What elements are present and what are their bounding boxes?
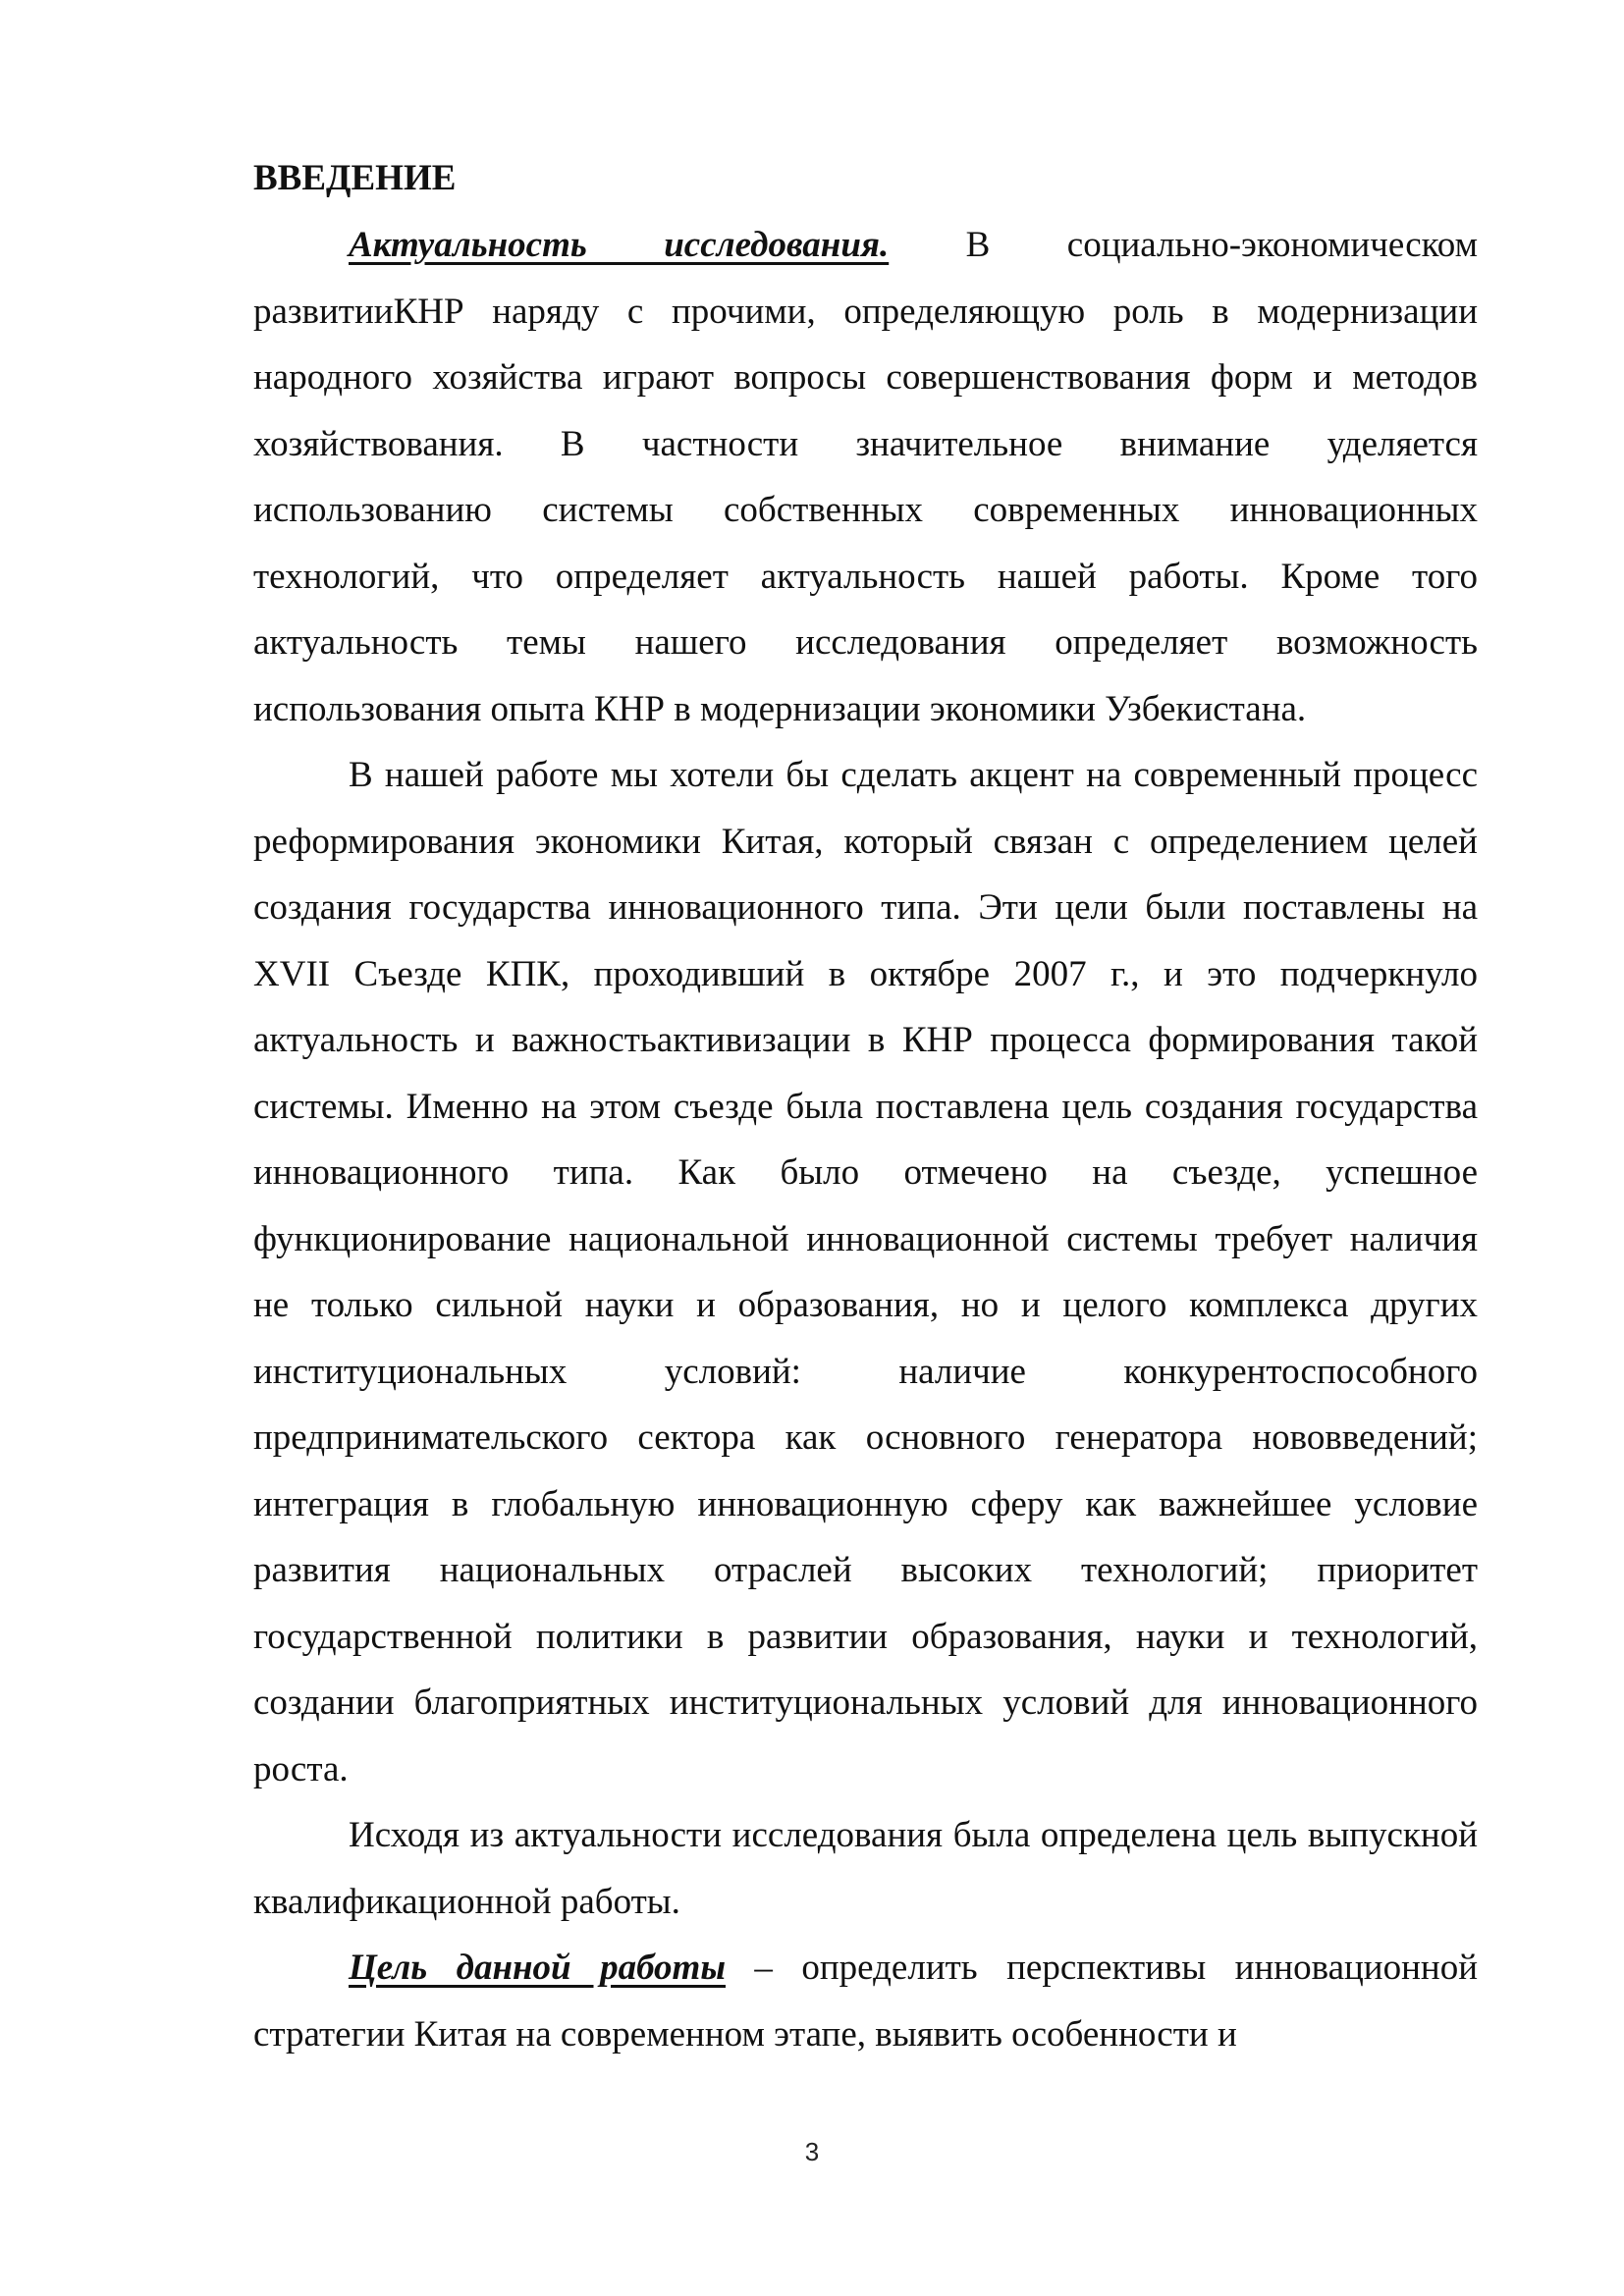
relevance-text: В социально-экономическом развитииКНР наряду с прочими, определяющую роль в модернизации народного хозяйства играют вопросы совершенствования форм и методов хозяйствования. В частности значительное внимание уделяется использованию системы собственных современных инновационных технологий, что определяет актуальность нашей работы. Кроме того актуальность темы нашего исследования определяет возможность использования опыта КНР в модернизации экономики Узбекистана. — [253, 225, 1478, 729]
paragraph-goal-derivation: Исходя из актуальности исследования была определена цель выпускной квалификационной работы. — [253, 1815, 1478, 1922]
goal-text: – определить перспективы инновационной стратегии Китая на современном этапе, выявить особенности и — [253, 1948, 1478, 2055]
paragraph-relevance — [253, 212, 1478, 742]
section-heading: ВВЕДЕНИЕ — [253, 158, 457, 198]
relevance-lead: Актуальность исследования. — [349, 225, 890, 265]
goal-lead: Цель данной работы — [349, 1948, 726, 1988]
paragraph-reform: В нашей работе мы хотели бы сделать акцент на современный процесс реформирования экономики Китая, который связан с определением целей создания государства инновационного типа. Эти цели были поставлены на XVII Съезде КПК, проходивший в октябре 2007 г., и это подчеркнуло актуальность и важностьактивизации в КНР процесса формирования такой системы. Именно на этом съезде была поставлена цель создания государства инновационного типа. Как было отмечено на съезде, успешное функционирование национальной инновационной системы требует наличия не только сильной науки и образования, но и целого комплекса других институциональных условий: наличие конкурентоспособного предпринимательского сектора как основного генератора нововведений; интеграция в глобальную инновационную сферу как важнейшее условие развития национальных отраслей высоких технологий; приоритет государственной политики в развитии образования, науки и технологий, создании благоприятных институциональных условий для инновационного роста. — [253, 755, 1478, 1789]
document-body — [253, 145, 1478, 2067]
page-number: 3 — [804, 2137, 820, 2166]
paragraph-goal — [253, 1935, 1478, 2067]
